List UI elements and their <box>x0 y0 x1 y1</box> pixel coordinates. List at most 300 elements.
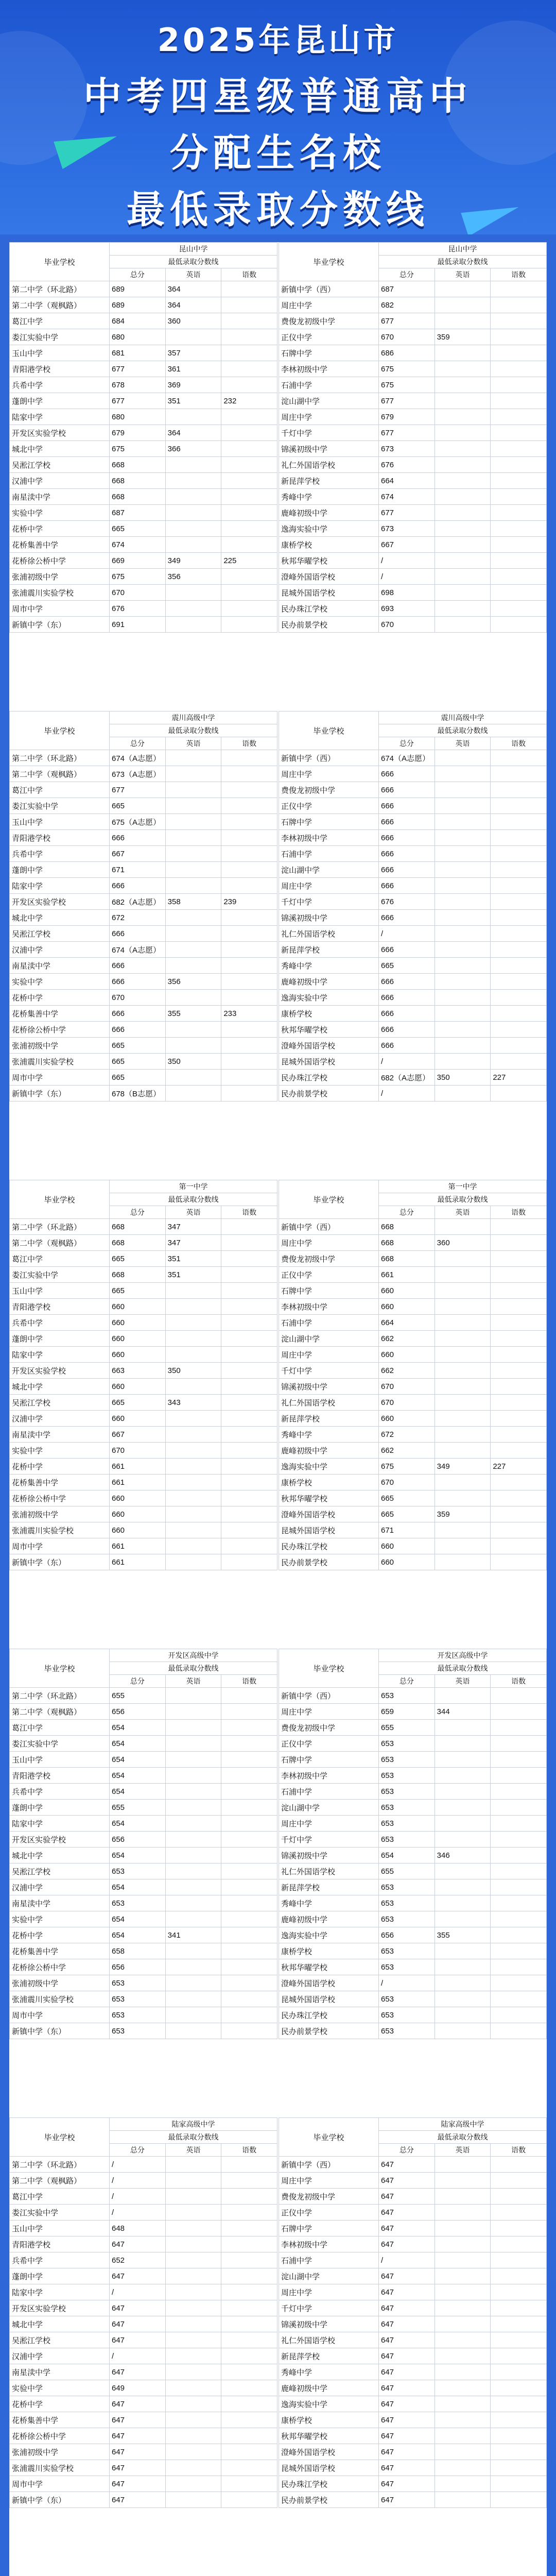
school-name: 澄峰外国语学校 <box>279 1975 379 1991</box>
chinese-math-score <box>221 1395 277 1411</box>
chinese-math-score <box>221 1299 277 1315</box>
total-score: / <box>110 2173 166 2189</box>
table-row <box>279 329 547 345</box>
table-row <box>10 1522 277 1538</box>
school-name: 鹿峰初级中学 <box>279 2380 379 2396</box>
english-score <box>435 2221 491 2236</box>
english-score: 369 <box>165 377 221 393</box>
school-name: 花桥集善中学 <box>10 537 110 553</box>
chinese-math-score <box>491 1427 547 1443</box>
total-score: 687 <box>110 505 166 521</box>
table-row <box>10 457 277 473</box>
chinese-math-score <box>491 926 547 942</box>
english-score <box>165 2316 221 2332</box>
total-score: 661 <box>379 1267 435 1283</box>
high-school-name: 开发区高级中学 <box>379 1649 547 1662</box>
total-score: 653 <box>379 2023 435 2039</box>
chinese-math-header: 语数 <box>221 737 277 750</box>
chinese-math-score <box>491 1975 547 1991</box>
chinese-math-score <box>221 1688 277 1704</box>
total-score: 647 <box>379 2460 435 2476</box>
chinese-math-score <box>491 1832 547 1848</box>
total-header: 总分 <box>379 1206 435 1219</box>
table-row <box>279 425 547 441</box>
english-score <box>165 1522 221 1538</box>
table-row <box>10 1538 277 1554</box>
english-score <box>165 1800 221 1816</box>
english-score <box>165 1768 221 1784</box>
english-score <box>165 617 221 633</box>
school-name: 蓬朗中学 <box>10 393 110 409</box>
english-score <box>165 1038 221 1054</box>
total-score: 663 <box>110 1363 166 1379</box>
table-row <box>279 1816 547 1832</box>
table-row <box>279 942 547 958</box>
chinese-math-score <box>221 1475 277 1490</box>
chinese-math-score <box>221 1863 277 1879</box>
school-name: 康桥学校 <box>279 1943 379 1959</box>
total-score: 660 <box>110 1379 166 1395</box>
total-score: 647 <box>379 2205 435 2221</box>
total-score: 647 <box>379 2492 435 2508</box>
chinese-math-score <box>221 830 277 846</box>
total-score: 652 <box>110 2252 166 2268</box>
table-row <box>279 1411 547 1427</box>
table-row <box>279 1219 547 1235</box>
school-name: 开发区实验学校 <box>10 1832 110 1848</box>
total-score: 666 <box>110 958 166 974</box>
total-score: 698 <box>379 585 435 601</box>
school-name: 费俊龙初级中学 <box>279 1720 379 1736</box>
table-row <box>10 2364 277 2380</box>
table-row <box>10 1991 277 2007</box>
table-row <box>279 846 547 862</box>
table-row <box>279 617 547 633</box>
total-score: 661 <box>110 1554 166 1570</box>
chinese-math-score <box>491 814 547 830</box>
total-header: 总分 <box>110 268 166 281</box>
chinese-math-score <box>491 601 547 617</box>
table-row <box>10 313 277 329</box>
school-name: 逸海实验中学 <box>279 1459 379 1475</box>
english-score <box>165 798 221 814</box>
table-row <box>279 393 547 409</box>
school-name: 娄江实验中学 <box>10 1267 110 1283</box>
english-score <box>165 2348 221 2364</box>
english-score: 359 <box>435 329 491 345</box>
chinese-math-score <box>221 505 277 521</box>
chinese-math-score <box>491 2236 547 2252</box>
english-score <box>165 910 221 926</box>
chinese-math-score <box>221 766 277 782</box>
english-score <box>165 2332 221 2348</box>
chinese-math-score <box>221 329 277 345</box>
school-name: 城北中学 <box>10 1379 110 1395</box>
total-score: 671 <box>379 1522 435 1538</box>
chinese-math-header: 语数 <box>491 2144 547 2157</box>
total-score: 670 <box>379 1379 435 1395</box>
table-row <box>10 393 277 409</box>
table-row <box>10 345 277 361</box>
english-score <box>435 1800 491 1816</box>
english-score: 364 <box>165 281 221 297</box>
table-row <box>279 926 547 942</box>
chinese-math-score <box>491 2300 547 2316</box>
total-score: / <box>379 553 435 569</box>
minimum-score-header: 最低录取分数线 <box>110 2131 277 2144</box>
school-name: 千灯中学 <box>279 425 379 441</box>
table-row <box>10 1927 277 1943</box>
total-score: 647 <box>379 2380 435 2396</box>
total-score: / <box>110 2189 166 2205</box>
graduate-school-header: 毕业学校 <box>10 2118 110 2157</box>
chinese-math-score <box>221 2221 277 2236</box>
table-row <box>10 2316 277 2332</box>
table-row <box>10 377 277 393</box>
table-row <box>279 2364 547 2380</box>
total-header: 总分 <box>110 737 166 750</box>
school-name: 锦溪初级中学 <box>279 2316 379 2332</box>
table-row <box>10 505 277 521</box>
english-score <box>165 409 221 425</box>
english-score <box>435 1086 491 1101</box>
high-school-name: 陆家高级中学 <box>379 2118 547 2131</box>
chinese-math-score <box>491 2205 547 2221</box>
school-name: 正仪中学 <box>279 1267 379 1283</box>
school-name: 兵希中学 <box>10 1315 110 1331</box>
high-school-name: 第一中学 <box>379 1180 547 1193</box>
table-row <box>279 1848 547 1863</box>
school-name: 澄峰外国语学校 <box>279 1506 379 1522</box>
school-name: 张浦震川实验学校 <box>10 1991 110 2007</box>
total-score: 672 <box>379 1427 435 1443</box>
total-score: 666 <box>110 1006 166 1022</box>
school-name: 南星渎中学 <box>10 489 110 505</box>
english-score <box>435 1752 491 1768</box>
chinese-math-score <box>221 1315 277 1331</box>
table-row <box>279 1054 547 1070</box>
table-row <box>279 814 547 830</box>
chinese-math-score <box>491 2460 547 2476</box>
chinese-math-score <box>221 489 277 505</box>
total-score: 666 <box>110 974 166 990</box>
school-name: 新昆萍学校 <box>279 473 379 489</box>
english-score: 350 <box>165 1363 221 1379</box>
chinese-math-score <box>221 846 277 862</box>
table-row <box>10 2412 277 2428</box>
table-row <box>10 1443 277 1459</box>
table-row <box>279 1379 547 1395</box>
chinese-math-score <box>221 1975 277 1991</box>
school-name: 秋邦华曜学校 <box>279 1959 379 1975</box>
school-name: 花桥中学 <box>10 2396 110 2412</box>
total-score: 677 <box>110 361 166 377</box>
school-name: 玉山中学 <box>10 1283 110 1299</box>
school-name: 花桥中学 <box>10 1459 110 1475</box>
total-score: 647 <box>110 2476 166 2492</box>
school-name: 实验中学 <box>10 1911 110 1927</box>
table-row <box>10 1736 277 1752</box>
school-name: 汉浦中学 <box>10 2348 110 2364</box>
total-score: 677 <box>379 425 435 441</box>
english-score <box>165 2189 221 2205</box>
school-name: 玉山中学 <box>10 814 110 830</box>
english-score <box>165 2221 221 2236</box>
graduate-school-header: 毕业学校 <box>279 1649 379 1688</box>
chinese-math-score <box>491 1475 547 1490</box>
english-score: 366 <box>165 441 221 457</box>
chinese-math-score <box>221 1816 277 1832</box>
total-score: 655 <box>110 1800 166 1816</box>
total-score: 653 <box>110 2023 166 2039</box>
total-score: 675 <box>110 569 166 585</box>
table-row <box>279 1251 547 1267</box>
english-header: 英语 <box>435 1206 491 1219</box>
school-name: 秋邦华曜学校 <box>279 1022 379 1038</box>
total-score: 647 <box>110 2444 166 2460</box>
total-score: 647 <box>379 2157 435 2173</box>
english-score <box>165 2173 221 2189</box>
chinese-math-score <box>491 1395 547 1411</box>
table-row <box>279 1863 547 1879</box>
english-score <box>435 2007 491 2023</box>
chinese-math-score <box>221 1911 277 1927</box>
total-score: 656 <box>110 1959 166 1975</box>
total-score: 660 <box>379 1299 435 1315</box>
table-row <box>10 2221 277 2236</box>
english-score <box>165 1086 221 1101</box>
table-row <box>279 2221 547 2236</box>
total-score: 654 <box>110 1911 166 1927</box>
table-row <box>10 1959 277 1975</box>
table-row <box>279 345 547 361</box>
school-name: 娄江实验中学 <box>10 2205 110 2221</box>
table-row <box>10 990 277 1006</box>
total-score: 653 <box>379 1832 435 1848</box>
chinese-math-header: 语数 <box>221 1675 277 1688</box>
school-name: 花桥徐公桥中学 <box>10 1022 110 1038</box>
school-name: 新镇中学（西） <box>279 750 379 766</box>
english-score <box>165 1848 221 1863</box>
school-name: 蓬朗中学 <box>10 1331 110 1347</box>
table-row <box>279 1475 547 1490</box>
school-name: 民办前景学校 <box>279 1554 379 1570</box>
graduate-school-header: 毕业学校 <box>10 1180 110 1219</box>
table-row <box>279 441 547 457</box>
title-line-4: 最低录取分数线 <box>127 188 429 232</box>
school-name: 石牌中学 <box>279 814 379 830</box>
total-score: 674 <box>379 489 435 505</box>
english-score <box>435 1991 491 2007</box>
school-name: 周庄中学 <box>279 878 379 894</box>
english-header: 英语 <box>165 1206 221 1219</box>
chinese-math-score <box>221 1848 277 1863</box>
school-name: 鹿峰初级中学 <box>279 505 379 521</box>
english-score <box>435 2173 491 2189</box>
chinese-math-score <box>221 1879 277 1895</box>
table-row <box>10 1022 277 1038</box>
chinese-math-header: 语数 <box>221 2144 277 2157</box>
english-score <box>435 2348 491 2364</box>
chinese-math-score <box>491 1038 547 1054</box>
total-score: 647 <box>379 2396 435 2412</box>
total-score: 670 <box>110 585 166 601</box>
total-score: 647 <box>379 2412 435 2428</box>
total-score: 673 <box>379 521 435 537</box>
school-name: 蓬朗中学 <box>10 2268 110 2284</box>
school-name: 娄江实验中学 <box>10 1736 110 1752</box>
chinese-math-score <box>491 1219 547 1235</box>
chinese-math-score <box>491 297 547 313</box>
school-name: 逸海实验中学 <box>279 521 379 537</box>
total-score: 656 <box>110 1704 166 1720</box>
total-score: 668 <box>110 1267 166 1283</box>
english-score <box>165 1347 221 1363</box>
total-score: 665 <box>110 1395 166 1411</box>
english-score <box>165 1331 221 1347</box>
total-score: 647 <box>379 2268 435 2284</box>
total-score: 647 <box>379 2236 435 2252</box>
english-score: 350 <box>165 1054 221 1070</box>
score-section <box>9 2117 547 2576</box>
english-score <box>435 1006 491 1022</box>
table-row <box>279 1720 547 1736</box>
table-row <box>10 2428 277 2444</box>
table-row <box>10 2023 277 2039</box>
chinese-math-header: 语数 <box>491 737 547 750</box>
school-name: 城北中学 <box>10 1848 110 1863</box>
school-name: 秀峰中学 <box>279 958 379 974</box>
english-score <box>435 1054 491 1070</box>
school-name: 花桥徐公桥中学 <box>10 553 110 569</box>
total-score: 647 <box>110 2460 166 2476</box>
english-score <box>165 1975 221 1991</box>
school-name: 第二中学（环北路） <box>10 1219 110 1235</box>
chinese-math-score <box>221 1704 277 1720</box>
table-row <box>279 2268 547 2284</box>
chinese-math-score <box>491 489 547 505</box>
english-header: 英语 <box>435 2144 491 2157</box>
table-row <box>279 2157 547 2173</box>
table-row <box>10 409 277 425</box>
table-row <box>10 750 277 766</box>
english-score <box>435 1538 491 1554</box>
school-name: 鹿峰初级中学 <box>279 1443 379 1459</box>
table-row <box>10 2157 277 2173</box>
school-name: 青阳港学校 <box>10 1768 110 1784</box>
table-row <box>279 2284 547 2300</box>
chinese-math-score <box>491 1784 547 1800</box>
chinese-math-score <box>221 1283 277 1299</box>
english-score <box>435 750 491 766</box>
total-score: 647 <box>379 2428 435 2444</box>
minimum-score-header: 最低录取分数线 <box>379 256 547 268</box>
table-row <box>10 2007 277 2023</box>
school-name: 花桥中学 <box>10 990 110 1006</box>
table-row <box>10 1283 277 1299</box>
school-name: 石浦中学 <box>279 2252 379 2268</box>
table-row <box>279 1022 547 1038</box>
total-score: 653 <box>379 1800 435 1816</box>
school-name: 周庄中学 <box>279 1235 379 1251</box>
school-name: 吴淞江学校 <box>10 457 110 473</box>
total-score: 665 <box>110 1038 166 1054</box>
chinese-math-score <box>221 910 277 926</box>
chinese-math-score <box>221 1832 277 1848</box>
total-score: 680 <box>110 329 166 345</box>
chinese-math-score <box>491 409 547 425</box>
chinese-math-score <box>491 1506 547 1522</box>
chinese-math-score <box>491 521 547 537</box>
chinese-math-score <box>491 1927 547 1943</box>
total-score: 660 <box>379 1411 435 1427</box>
school-name: 秀峰中学 <box>279 1895 379 1911</box>
table-row <box>279 2476 547 2492</box>
english-score <box>165 2157 221 2173</box>
school-name: 周庄中学 <box>279 1704 379 1720</box>
english-score: 356 <box>165 569 221 585</box>
table-row <box>10 425 277 441</box>
table-row <box>279 798 547 814</box>
english-header: 英语 <box>165 1675 221 1688</box>
chinese-math-score <box>491 505 547 521</box>
chinese-math-score <box>491 2221 547 2236</box>
score-table-left <box>9 242 277 711</box>
school-name: 葛江中学 <box>10 313 110 329</box>
minimum-score-header: 最低录取分数线 <box>379 1662 547 1675</box>
school-name: 民办珠江学校 <box>279 2007 379 2023</box>
high-school-name: 第一中学 <box>110 1180 277 1193</box>
school-name: 民办珠江学校 <box>279 2476 379 2492</box>
table-row <box>279 569 547 585</box>
school-name: 兵希中学 <box>10 2252 110 2268</box>
chinese-math-score <box>491 553 547 569</box>
table-row <box>10 1411 277 1427</box>
chinese-math-score <box>221 1927 277 1943</box>
english-score <box>165 878 221 894</box>
english-score <box>435 798 491 814</box>
school-name: 城北中学 <box>10 2316 110 2332</box>
english-score <box>165 1022 221 1038</box>
english-score: 346 <box>435 1848 491 1863</box>
school-name: 锦溪初级中学 <box>279 1379 379 1395</box>
english-score <box>435 2236 491 2252</box>
chinese-math-score <box>221 1267 277 1283</box>
chinese-math-score <box>491 2380 547 2396</box>
total-score: 648 <box>110 2221 166 2236</box>
english-score <box>435 1959 491 1975</box>
table-row <box>10 2205 277 2221</box>
total-header: 总分 <box>110 1206 166 1219</box>
chinese-math-score <box>221 1086 277 1101</box>
english-score <box>435 1347 491 1363</box>
table-row <box>10 1070 277 1086</box>
school-name: 青阳港学校 <box>10 361 110 377</box>
chinese-math-score <box>221 1331 277 1347</box>
school-name: 第二中学（观枫路） <box>10 2173 110 2189</box>
school-name: 礼仁外国语学校 <box>279 2332 379 2348</box>
school-name: 张浦初级中学 <box>10 1975 110 1991</box>
table-row <box>279 585 547 601</box>
total-score: 664 <box>379 473 435 489</box>
table-row <box>279 457 547 473</box>
total-score: 671 <box>110 862 166 878</box>
english-score <box>435 1768 491 1784</box>
school-name: 陆家中学 <box>10 878 110 894</box>
minimum-score-header: 最低录取分数线 <box>379 1193 547 1206</box>
table-row <box>279 1752 547 1768</box>
english-score <box>165 990 221 1006</box>
